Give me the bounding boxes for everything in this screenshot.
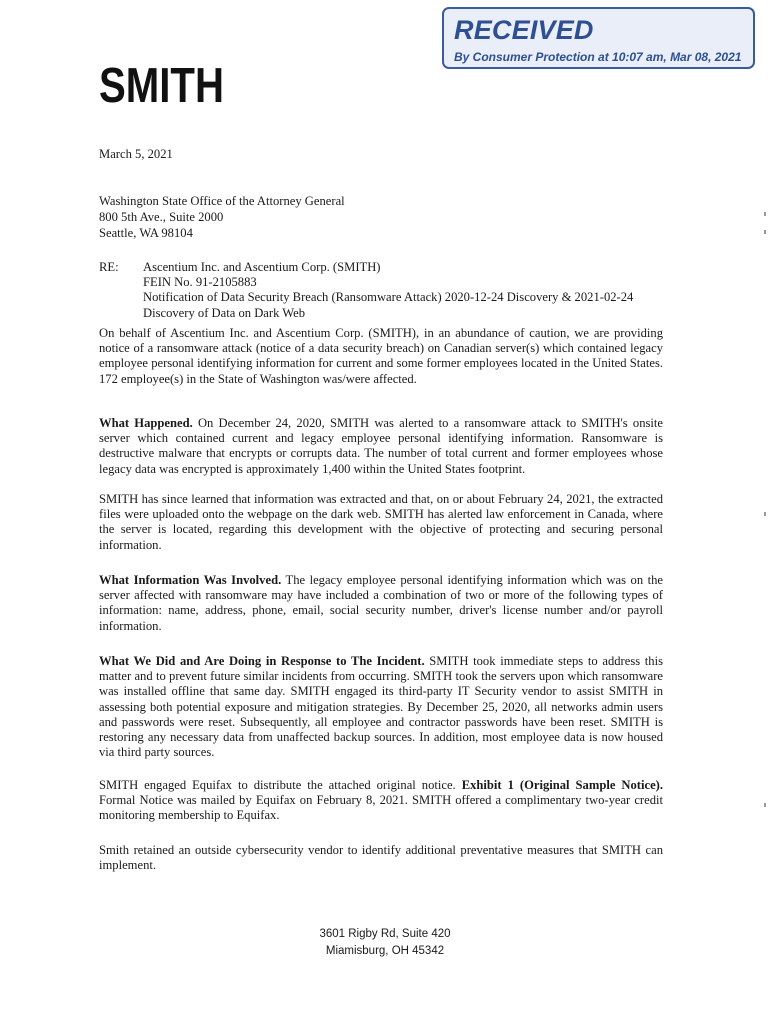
equifax-text-continued: Formal Notice was mailed by Equifax on February 8, 2021. SMITH offered a complimentary two-year credit monitoring membership to Equifax. xyxy=(99,793,663,823)
received-stamp xyxy=(442,7,755,69)
exhibit-reference: Exhibit 1 (Original Sample Notice). xyxy=(461,778,664,792)
scan-edge-mark xyxy=(764,803,766,807)
subject-block xyxy=(143,260,633,321)
stamp-title: RECEIVED xyxy=(454,15,594,45)
stamp-detail: By Consumer Protection at 10:07 am, Mar 08, 2021 xyxy=(454,50,742,64)
company-logo: SMITH xyxy=(99,59,224,113)
response-heading: What We Did and Are Doing in Response to The Incident. xyxy=(99,654,425,668)
what-happened-text: On December 24, 2020, SMITH was alerted to a ransomware attack to SMITH's onsite server which contained current and legacy employee personal identifying information. Ransomware is destructive malware that encrypts or corrupts data. The number of total current and former employees whose legacy data was encrypted is approximately 1,400 within the United States footprint. xyxy=(99,416,663,476)
recipient-line: Seattle, WA 98104 xyxy=(99,226,193,240)
equifax-text: SMITH engaged Equifax to distribute the attached original notice. xyxy=(99,778,456,792)
equifax-paragraph xyxy=(99,778,663,824)
subject-line: Discovery of Data on Dark Web xyxy=(143,305,306,320)
information-text: The legacy employee personal identifying information which was on the server affected with ransomware may have included a combination of two or more of the following types of information: name, address, phone, email, social security number, driver's license number and/or payroll information. xyxy=(99,573,663,633)
recipient-line: 800 5th Ave., Suite 2000 xyxy=(99,210,224,224)
response-paragraph xyxy=(99,654,663,760)
recipient-line: Washington State Office of the Attorney General xyxy=(99,194,345,208)
what-happened-paragraph xyxy=(99,416,663,477)
closing-paragraph: Smith retained an outside cybersecurity vendor to identify additional preventative measures that SMITH can implement. xyxy=(99,843,663,873)
footer-address-line: Miamisburg, OH 45342 xyxy=(325,945,445,957)
scan-edge-mark xyxy=(764,230,766,234)
subject-line: FEIN No. 91-2105883 xyxy=(143,275,257,290)
extraction-paragraph: SMITH has since learned that information was extracted and that, on or about February 24, 2021, the extracted files were uploaded onto the webpage on the dark web. SMITH has alerted law enforcement in Canada, where the server is located, regarding this development with the objective of protecting and securing personal information. xyxy=(99,492,663,552)
letter-date: March 5, 2021 xyxy=(99,147,173,161)
subject-line: Notification of Data Security Breach (Ransomware Attack) 2020-12-24 Discovery & 2021-02-24 xyxy=(143,290,634,305)
response-text: SMITH took immediate steps to address this matter and to prevent future similar incidents from occurring. SMITH took the servers upon which ransomware was installed offline that same day. SMITH engaged its third-party IT Security vendor to assist SMITH in assessing both potential exposure and mitigation strategies. By December 25, 2020, all networks admin users and passwords were reset. Subsequently, all employee and contractor passwords have been reset. SMITH is restoring any necessary data from unaffected backup sources. In addition, most employee data is now housed via third party sources. xyxy=(99,654,663,760)
information-paragraph xyxy=(99,573,663,634)
subject-line: Ascentium Inc. and Ascentium Corp. (SMITH) xyxy=(143,260,381,274)
scan-edge-mark xyxy=(764,212,766,216)
what-happened-heading: What Happened. xyxy=(99,416,193,430)
intro-paragraph: On behalf of Ascentium Inc. and Ascentium Corp. (SMITH), in an abundance of caution, we are providing notice of a ransomware attack (notice of a data security breach) on Canadian server(s) which contained legacy employee personal identifying information for current and some former employees located in the United States. 172 employee(s) in the State of Washington was/were affected. xyxy=(99,326,663,386)
scan-edge-mark xyxy=(764,512,766,516)
footer-address-line: 3601 Rigby Rd, Suite 420 xyxy=(319,928,451,940)
information-heading: What Information Was Involved. xyxy=(99,573,282,587)
re-label: RE: xyxy=(99,260,119,274)
